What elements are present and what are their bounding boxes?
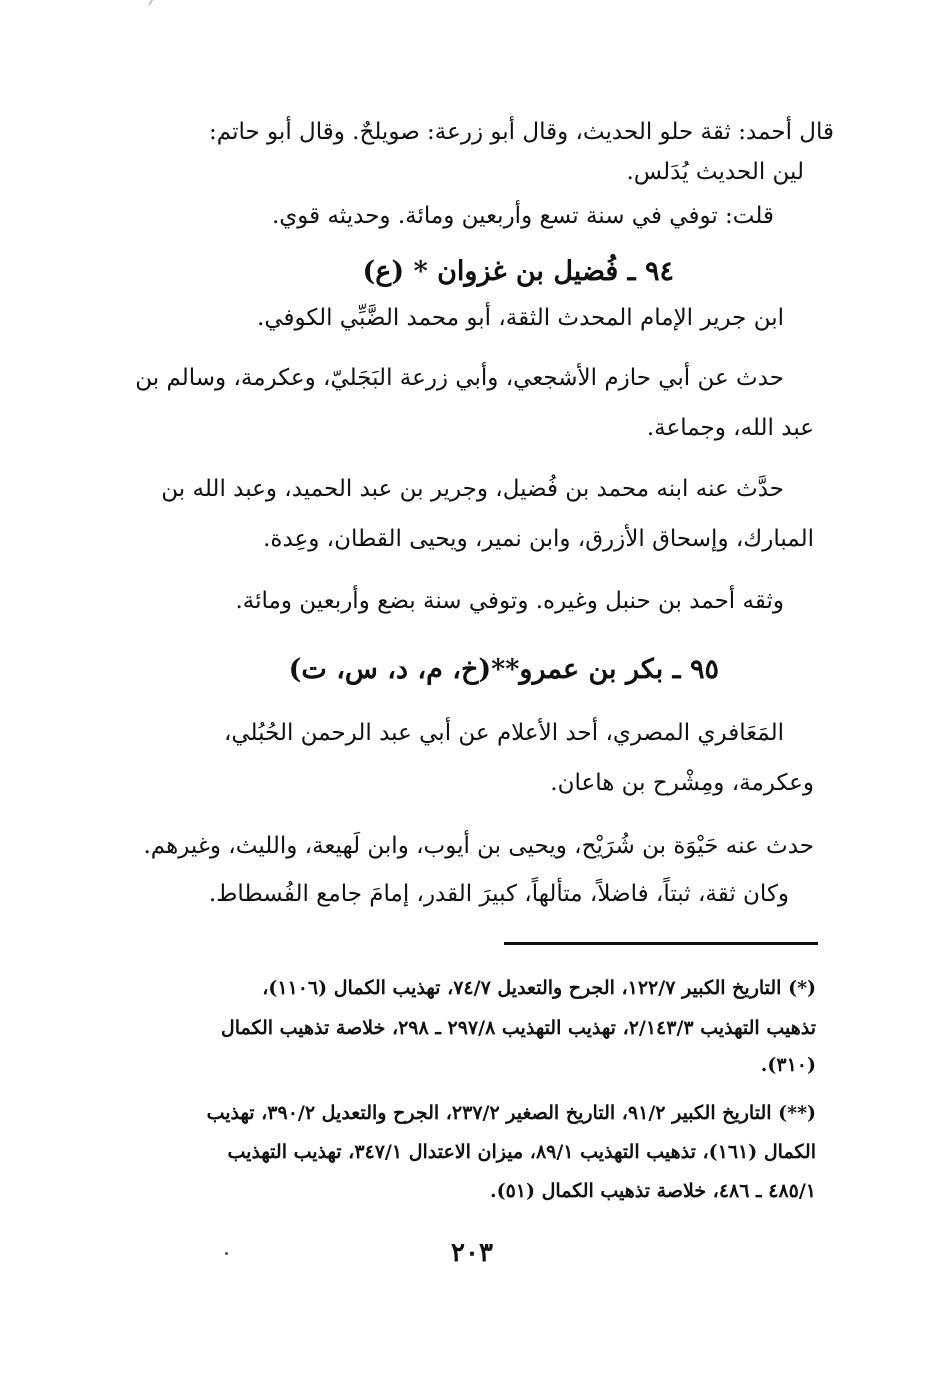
- entry94-line-6: وثقه أحمد بن حنبل وغيره. وتوفي سنة بضع وأربعين ومائة.: [235, 588, 784, 614]
- entry93-line-1: قال أحمد: ثقة حلو الحديث، وقال أبو زرعة: صويلحٌ. وقال أبو حاتم:: [209, 119, 834, 145]
- entry95-line-3: حدث عنه حَيْوَة بن شُرَيْح، ويحيى بن أيوب، وابن لَهيعة، والليث، وغيرهم.: [143, 833, 814, 859]
- scan-dot: [225, 1252, 228, 1255]
- entry95-line-2: وعكرمة، ومِشْرح بن هاعان.: [550, 770, 814, 796]
- entry95-heading: ٩٥ ـ بكر بن عمرو**(خ، م، د، س، ت): [288, 654, 719, 685]
- entry94-line-5: المبارك، وإسحاق الأزرق، وابن نمير، ويحيى القطان، وعِدة.: [263, 526, 814, 552]
- footnote-1-line-3: (٣١٠).: [760, 1054, 816, 1076]
- entry94-line-2: حدث عن أبي حازم الأشجعي، وأبي زرعة البَجَليّ، وعكرمة، وسالم بن: [135, 365, 784, 391]
- entry93-line-2: لين الحديث يُدَلس.: [626, 159, 804, 185]
- entry93-note: قلت: توفي في سنة تسع وأربعين ومائة. وحديثه قوي.: [271, 203, 774, 229]
- entry94-heading: ٩٤ ـ فُضيل بن غزوان * (ع): [362, 256, 674, 287]
- entry94-line-4: حدَّث عنه ابنه محمد بن فُضيل، وجرير بن عبد الحميد، وعبد الله بن: [161, 476, 784, 502]
- footnote-2-line-2: الكمال (١٦١)، تذهيب التهذيب ٨٩/١، ميزان الاعتدال ٣٤٧/١، تهذيب التهذيب: [227, 1141, 816, 1163]
- entry94-line-1: ابن جرير الإمام المحدث الثقة، أبو محمد الضَّبِّي الكوفي.: [257, 305, 784, 331]
- entry95-line-4: وكان ثقة، ثبتاً، فاضلاً، متألهاً، كبيرَ القدر، إمامَ جامع الفُسطاط.: [208, 881, 789, 907]
- footnote-2-line-3: ٤٨٥/١ ـ ٤٨٦، خلاصة تذهيب الكمال (٥١).: [489, 1180, 816, 1202]
- entry95-line-1: المَعَافري المصري، أحد الأعلام عن أبي عبد الرحمن الحُبُلي،: [223, 720, 784, 746]
- footnote-2-line-1: (**) التاريخ الكبير ٩١/٢، التاريخ الصغير ٢٣٧/٢، الجرح والتعديل ٣٩٠/٢، تهذيب: [206, 1102, 816, 1124]
- footnote-1-line-2: تذهيب التهذيب ٢/١٤٣/٣، تهذيب التهذيب ٢٩٧/٨ ـ ٢٩٨، خلاصة تذهيب الكمال: [220, 1017, 816, 1039]
- scan-mark: [149, 0, 161, 10]
- page-number: ٢٠٣: [451, 1238, 493, 1268]
- footnote-1-line-1: (*) التاريخ الكبير ١٢٢/٧، الجرح والتعديل ٧٤/٧، تهذيب الكمال (١١٠٦)،: [262, 977, 816, 999]
- entry94-line-3: عبد الله، وجماعة.: [646, 415, 814, 441]
- footnote-separator: [504, 942, 818, 945]
